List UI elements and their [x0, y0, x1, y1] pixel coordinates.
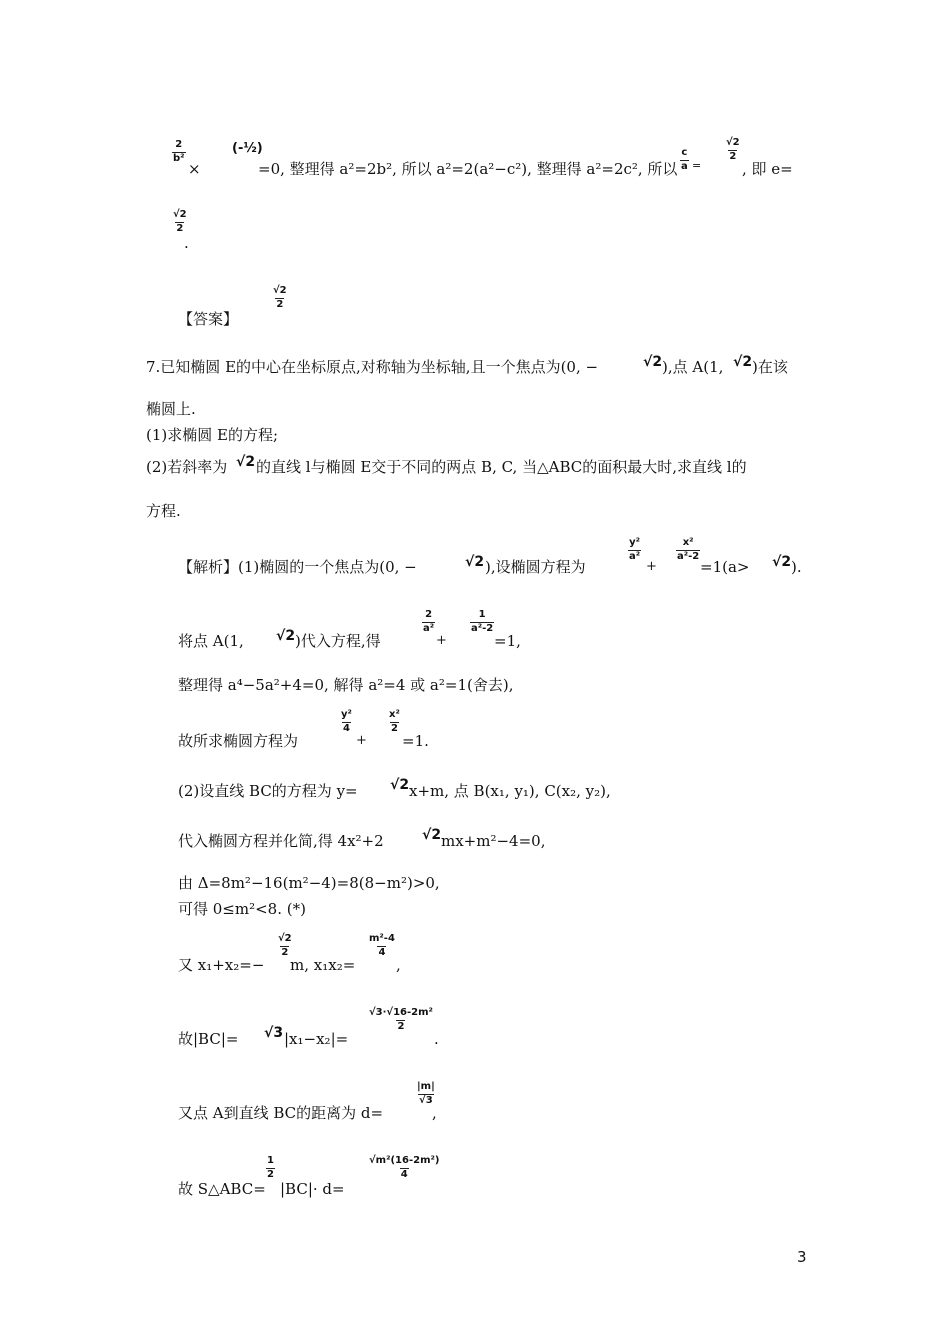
problem7-question-2b: 的直线 l与椭圆 E交于不同的两点 B, C, 当△ABC的面积最大时,求直线 l的: [256, 458, 747, 476]
solution-s12a: 故 S△ABC=: [178, 1180, 266, 1198]
solution-s2b: )代入方程,得: [295, 632, 381, 650]
sqrt2-symbol: √2: [772, 554, 792, 570]
solution-s10b: |x₁−x₂|=: [284, 1030, 349, 1048]
fraction-m2-minus-4-over-4: $\frac{\text{m²-4}}{4}$: [369, 933, 395, 958]
problem7-line-b: 椭圆上.: [146, 400, 196, 418]
paren-neg-half: (-½): [232, 141, 263, 156]
sqrt2-symbol: √2: [236, 454, 256, 470]
period: .: [184, 234, 189, 252]
solution-s4a: 故所求椭圆方程为: [178, 732, 299, 750]
problem7-question-2a: (2)若斜率为: [146, 458, 228, 476]
solution-s9a: 又 x₁+x₂=−: [178, 956, 265, 974]
fraction-area-expression: $\frac{\text{√m²(16-2m²)}}{4}$: [369, 1155, 440, 1180]
fraction-abs-m-over-sqrt3: $\frac{|m|}{√3}$: [417, 1081, 435, 1106]
page-number: 3: [797, 1248, 807, 1266]
problem7-question-2c: 方程.: [146, 502, 181, 520]
solution-s1a: 【解析】(1)椭圆的一个焦点为(0, −: [178, 558, 417, 576]
problem7-line-a: 7.已知椭圆 E的中心在坐标原点,对称轴为坐标轴,且一个焦点为(0, −: [146, 358, 599, 376]
solution-s1c: =1(a>: [700, 558, 750, 576]
fraction-y2-over-a2: $\frac{\text{y²}}{\text{a²}}$: [629, 537, 641, 562]
solution-s1b: ),设椭圆方程为: [485, 558, 586, 576]
solution-s5b: x+m, 点 B(x₁, y₁), C(x₂, y₂),: [409, 782, 611, 800]
fraction-sqrt2-over-2: $\frac{√2}{2}$: [278, 933, 292, 958]
fraction-sqrt2-over-2: $\frac{√2}{2}$: [173, 209, 187, 234]
fraction-2-over-a2: $\frac{2}{\text{a²}}$: [423, 609, 435, 634]
sqrt2-symbol: √2: [643, 354, 663, 370]
answer-fraction: $\frac{√2}{2}$: [273, 285, 287, 310]
fraction-sqrt2-over-2: $\frac{√2}{2}$: [726, 137, 740, 162]
plus-sign: +: [646, 559, 657, 574]
fraction-y2-over-4: $\frac{\text{y²}}{4}$: [341, 709, 352, 734]
fraction-bc-length: $\frac{\text{√3·√16-2m²}}{2}$: [369, 1007, 433, 1032]
solution-s5a: (2)设直线 BC的方程为 y=: [178, 782, 358, 800]
solution-s8: 可得 0≤m²<8. (*): [178, 900, 306, 918]
solution-s12b: |BC|· d=: [280, 1180, 345, 1198]
fraction-x2-over-2: $\frac{\text{x²}}{2}$: [389, 709, 400, 734]
comma: ,: [396, 956, 401, 974]
period: .: [434, 1030, 439, 1048]
sqrt3-symbol: √3: [264, 1025, 284, 1041]
solution-s9b: m, x₁x₂=: [290, 956, 356, 974]
solution-s6a: 代入椭圆方程并化简,得 4x²+2: [178, 832, 384, 850]
sqrt2-symbol: √2: [733, 354, 753, 370]
solution-s11a: 又点 A到直线 BC的距离为 d=: [178, 1104, 384, 1122]
problem7-line-a3: )在该: [752, 358, 788, 376]
solution-s2c: =1,: [494, 632, 521, 650]
problem7-line-a2: ),点 A(1,: [662, 358, 724, 376]
comma: ,: [432, 1104, 437, 1122]
answer-label: 【答案】: [178, 310, 239, 328]
solution-s3: 整理得 a⁴−5a²+4=0, 解得 a²=4 或 a²=1(舍去),: [178, 676, 514, 694]
solution-s2a: 将点 A(1,: [178, 632, 244, 650]
solution-s6b: mx+m²−4=0,: [441, 832, 546, 850]
plus-sign: +: [436, 633, 447, 648]
solution-s7: 由 Δ=8m²−16(m²−4)=8(8−m²)>0,: [178, 874, 440, 892]
equals-sign: =: [692, 159, 702, 172]
solution-s4b: =1.: [402, 732, 429, 750]
sqrt2-symbol: √2: [422, 827, 442, 843]
fraction-2-over-b2: $\frac{2}{\text{b²}}$: [173, 139, 185, 164]
fraction-1-over-2: $\frac{1}{2}$: [267, 1155, 274, 1180]
sqrt2-symbol: √2: [276, 628, 296, 644]
plus-sign: +: [356, 733, 367, 748]
line1-text-b: , 即 e=: [742, 160, 793, 178]
times-sign: ×: [188, 160, 201, 178]
solution-s10a: 故|BC|=: [178, 1030, 239, 1048]
fraction-x2-over-a2-minus-2: $\frac{\text{x²}}{\text{a²-2}}$: [677, 537, 700, 562]
sqrt2-symbol: √2: [465, 554, 485, 570]
solution-s1d: ).: [791, 558, 802, 576]
sqrt2-symbol: √2: [390, 777, 410, 793]
line1-text-a: =0, 整理得 a²=2b², 所以 a²=2(a²−c²), 整理得 a²=2c², 所以: [258, 160, 678, 178]
fraction-1-over-a2-minus-2: $\frac{1}{\text{a²-2}}$: [471, 609, 494, 634]
fraction-c-over-a: $\frac{c}{a}$: [681, 147, 688, 172]
problem7-question-1: (1)求椭圆 E的方程;: [146, 426, 279, 444]
